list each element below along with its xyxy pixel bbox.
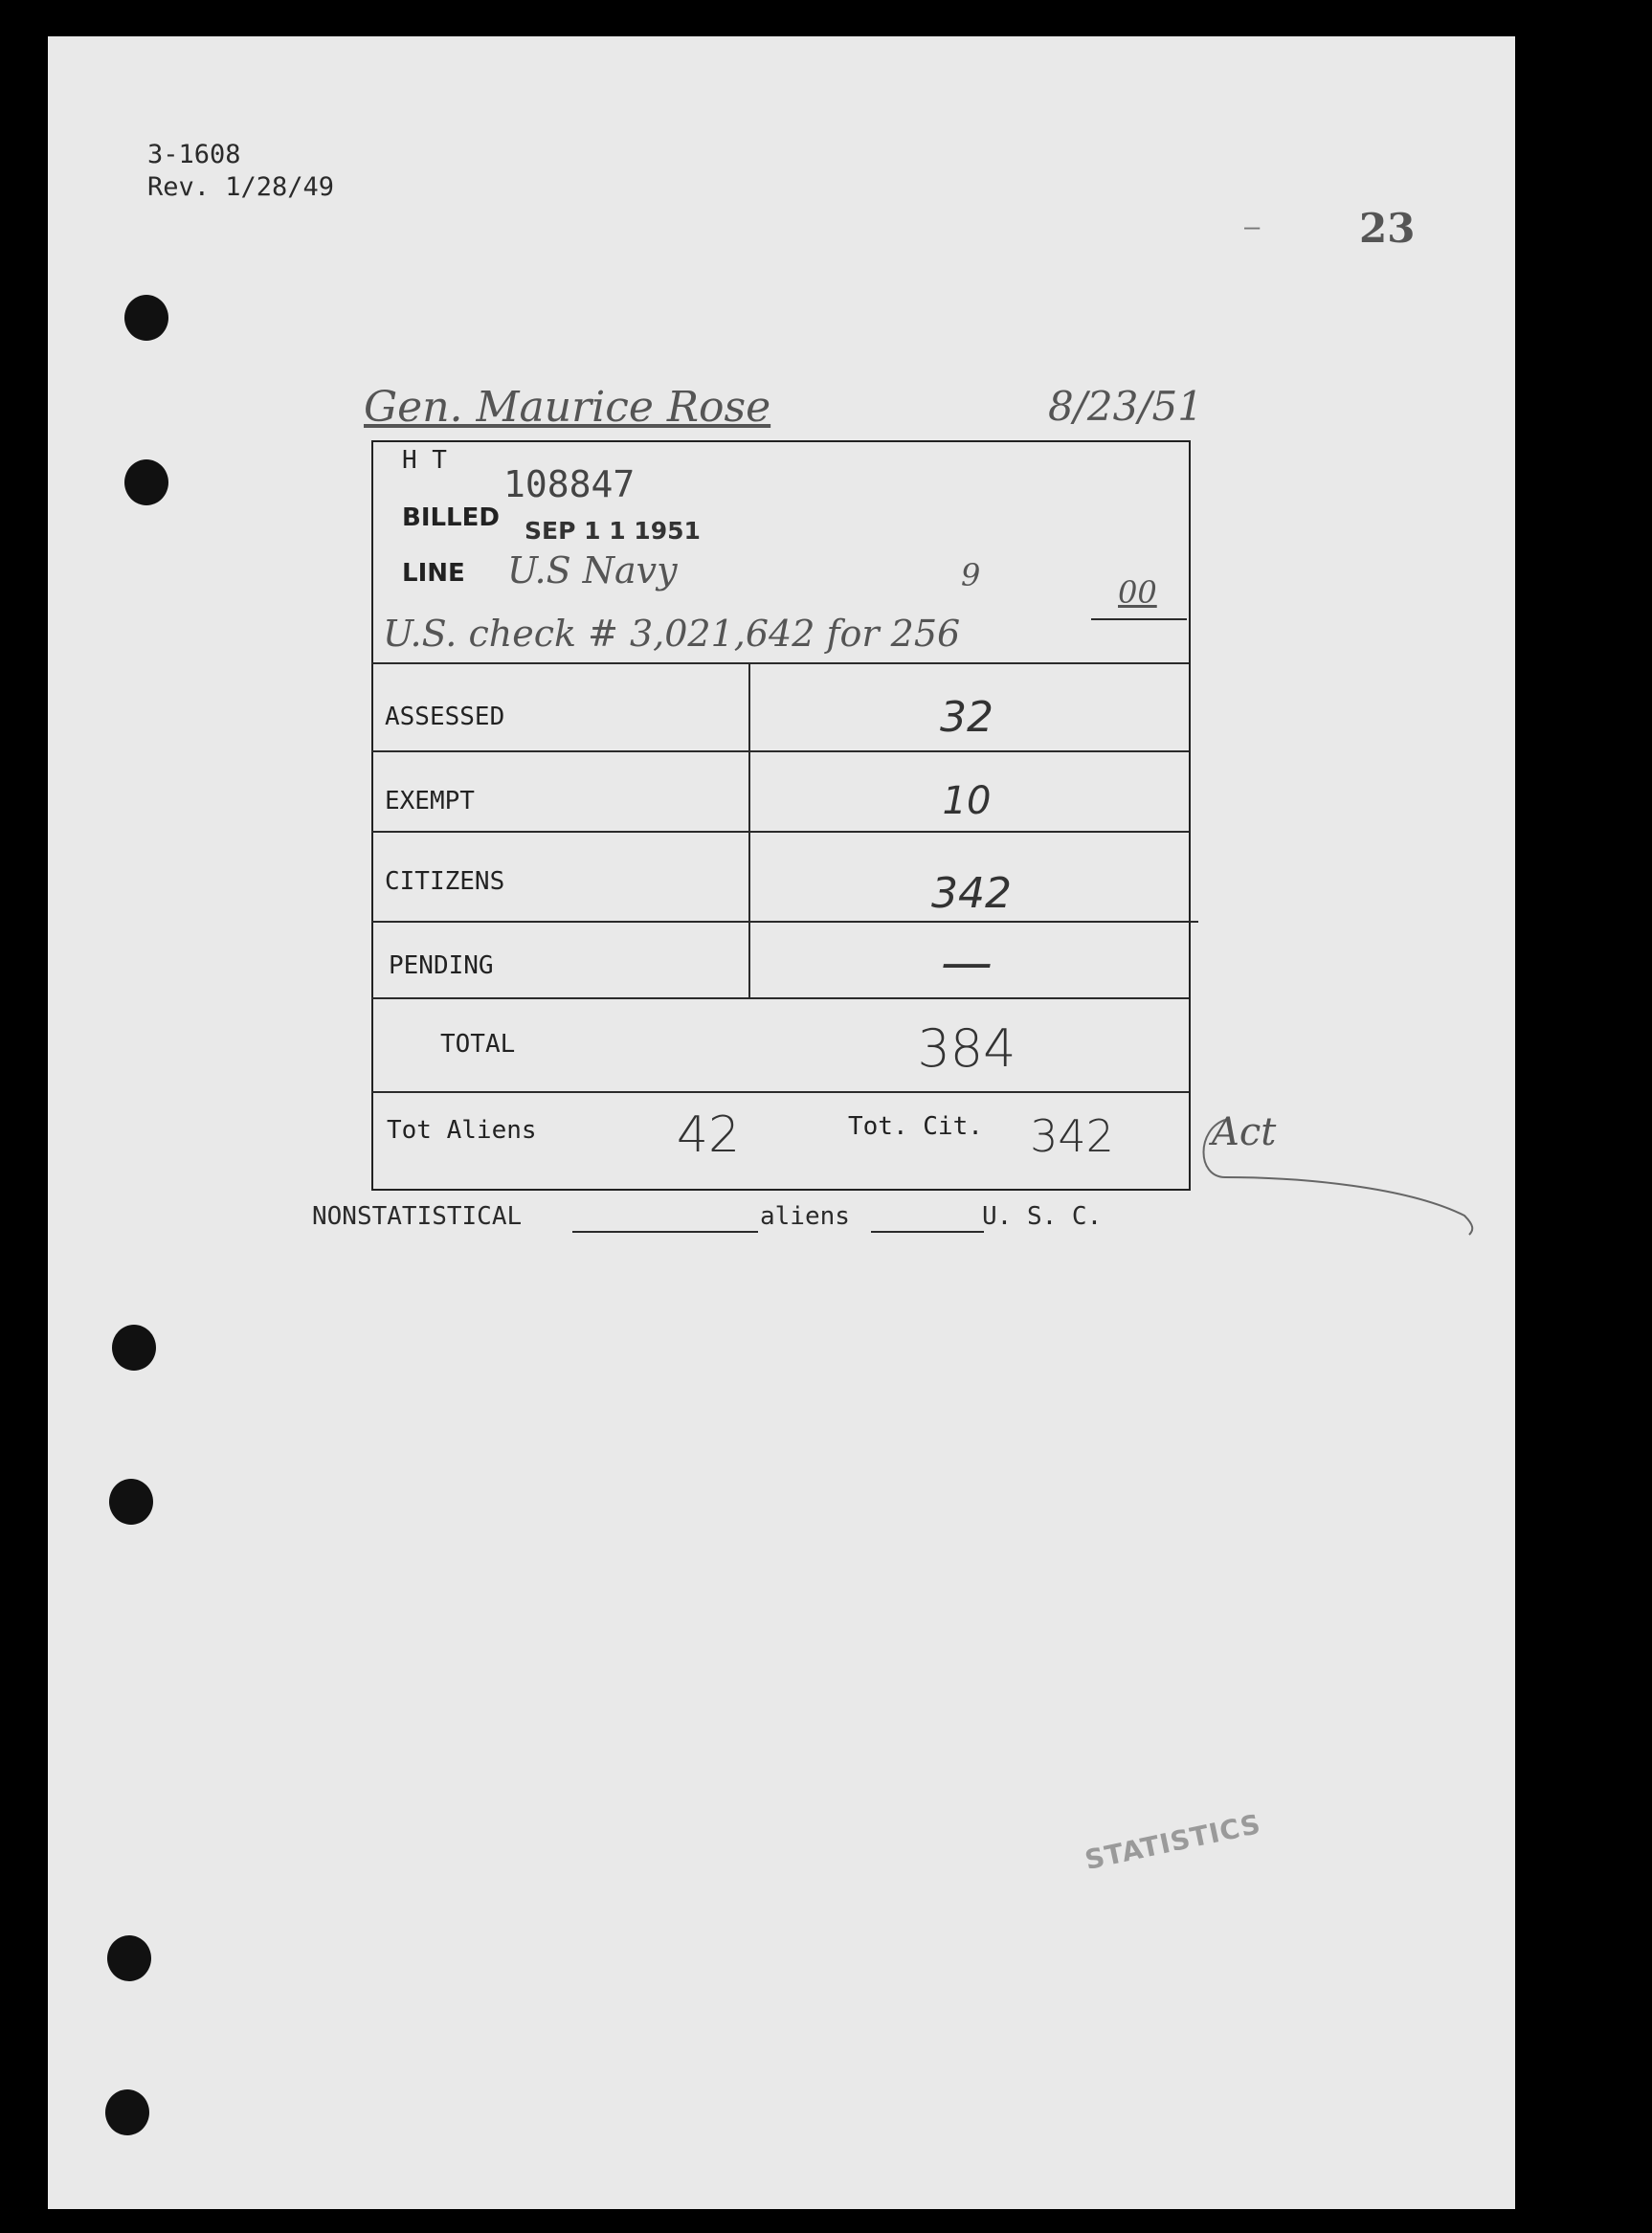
billed-date-stamp: SEP 1 1 1951 [525,517,701,545]
nonstatistical-blank [572,1231,758,1233]
punch-hole [107,1935,151,1981]
citizens-value: 342 [931,869,1012,918]
tot-aliens-value: 42 [676,1106,741,1164]
aliens-label: aliens [760,1202,850,1231]
punch-hole [112,1325,156,1371]
tot-aliens-label: Tot Aliens [387,1116,537,1145]
punch-hole [105,2089,149,2135]
page-dash: – [1244,212,1261,242]
ht-number: 108847 [503,463,636,505]
line-label: LINE [402,559,465,588]
billed-label: BILLED [402,503,500,532]
divider [371,831,1189,833]
handwritten-date: 8/23/51 [1048,383,1203,430]
form-number: 3-1608 [147,140,241,169]
citizens-label: CITIZENS [385,867,505,896]
ht-label: H T [402,446,447,475]
assessed-value: 32 [940,693,993,742]
divider [371,750,1189,752]
punch-hole [109,1479,153,1525]
statistics-stamp: STATISTICS [1082,1807,1264,1877]
divider [371,662,1189,664]
divider [371,997,1189,999]
divider [371,1091,1189,1093]
punch-hole [124,295,168,341]
check-underline [1091,618,1187,620]
tot-cit-label: Tot. Cit. [848,1112,983,1141]
initials-flourish [1187,1101,1493,1244]
usc-label: U. S. C. [982,1202,1103,1231]
initials: Act [1212,1110,1277,1154]
check-note: U.S. check # 3,021,642 for 256 [383,613,961,655]
ship-name: Gen. Maurice Rose [364,383,771,432]
pending-value: — [941,932,993,993]
check-cents: 00 [1118,574,1157,611]
exempt-value: 10 [942,779,992,823]
assessed-label: ASSESSED [385,703,505,731]
total-label: TOTAL [440,1030,516,1059]
punch-hole [124,459,168,505]
pending-label: PENDING [389,951,494,980]
tot-cit-value: 342 [1030,1110,1114,1162]
line-value: U.S Navy [507,549,678,592]
form-revision: Rev. 1/28/49 [147,172,335,202]
aliens-blank [871,1231,984,1233]
page-number: 23 [1359,205,1416,252]
check-superscript: 9 [961,557,981,593]
column-divider [748,662,750,997]
nonstatistical-label: NONSTATISTICAL [312,1202,523,1231]
exempt-label: EXEMPT [385,787,475,815]
divider [371,921,1198,923]
total-value: 384 [917,1018,1016,1079]
